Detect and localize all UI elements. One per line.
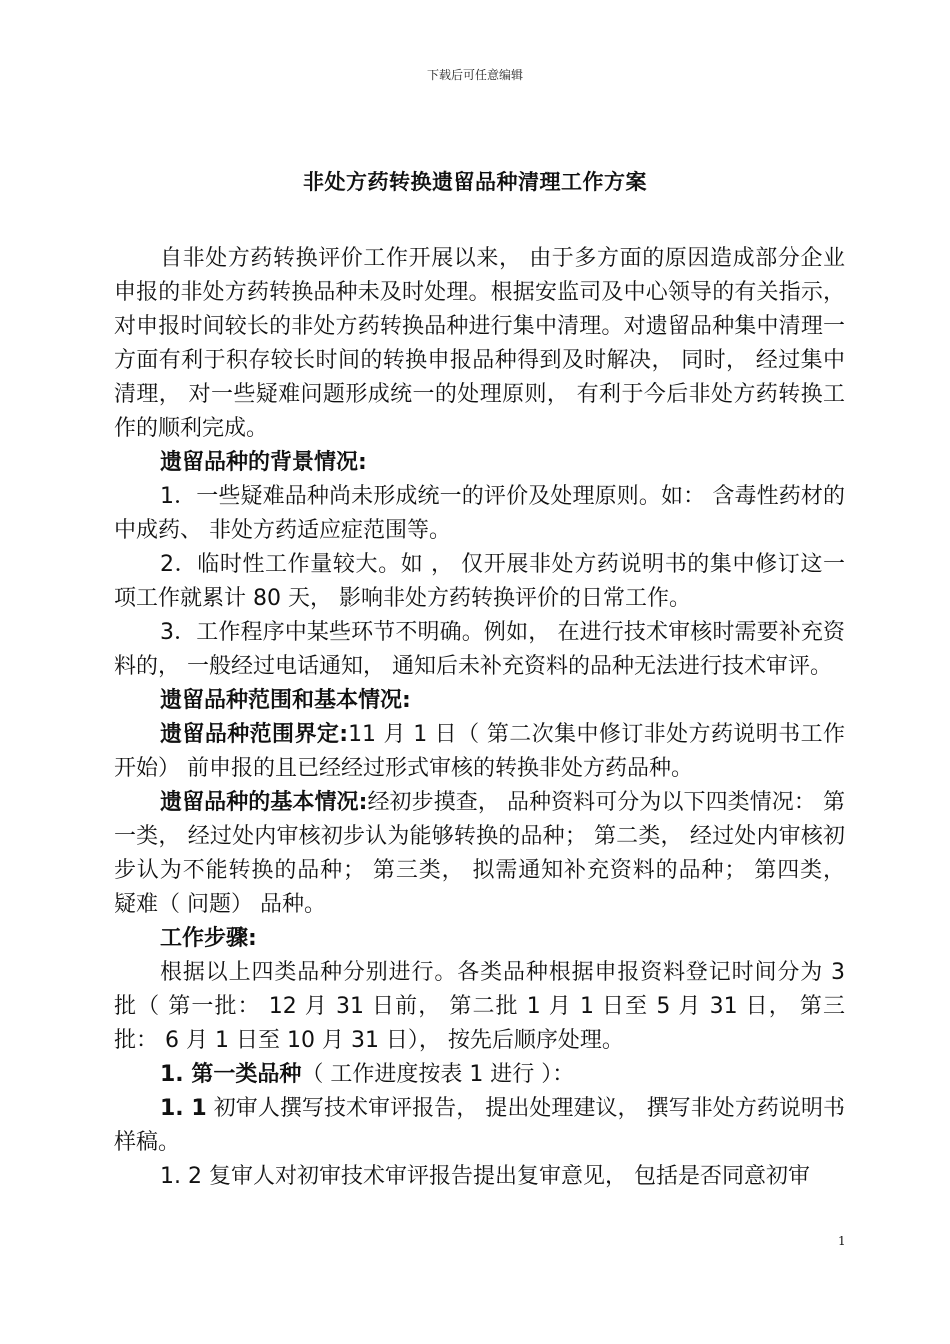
scope-basic-label: 遗留品种的基本情况: [160, 790, 368, 815]
section-heading-background: 遗留品种的背景情况: [160, 450, 367, 475]
intro-paragraph: 自非处方药转换评价工作开展以来， 由于多方面的原因造成部分企业申报的非处方药转换品种未及时处理。根据安监司及中心领导的有关指示， 对申报时间较长的非处方药转换品种进行集中清理。对遗留品种集中清理一方面有利于积存较长时间的转换申报品种得到及时解决， 同时， 经过集中清理， 对一些疑难问题形成统一的处理原则， 有利于今后非处方药转换工作的顺利完成。 [114, 246, 845, 441]
page-number: 1 [838, 1234, 846, 1248]
document-title: 非处方药转换遗留品种清理工作方案 [303, 170, 647, 194]
background-item-3: 3．工作程序中某些环节不明确。例如， 在进行技术审核时需要补充资料的， 一般经过电话通知， 通知后未补充资料的品种无法进行技术审评。 [114, 620, 845, 679]
class1-label: 1. 第一类品种 [160, 1062, 302, 1087]
step-1-2-paragraph: 1. 2 复审人对初审技术审评报告提出复审意见， 包括是否同意初审 [160, 1164, 810, 1189]
header-note: 下载后可任意编辑 [426, 68, 523, 82]
class1-text: （ 工作进度按表 1 进行 ）： [301, 1062, 575, 1087]
document-body [114, 242, 845, 1194]
step-1-1-label: 1. 1 [160, 1096, 207, 1121]
class1-paragraph [114, 1058, 845, 1092]
section-heading-scope: 遗留品种范围和基本情况: [160, 688, 411, 713]
step-1-1-paragraph [114, 1092, 845, 1160]
scope-definition-label: 遗留品种范围界定: [160, 722, 349, 747]
scope-definition-text: 11 月 1 日（ 第二次集中修订非处方药说明书工作开始） 前申报的且已经经过形式审核的转换非处方药品种。 [114, 722, 845, 781]
step-1-1-text: 初审人撰写技术审评报告， 提出处理建议， 撰写非处方药说明书样稿。 [114, 1096, 845, 1155]
scope-definition-paragraph [114, 718, 845, 786]
background-item-2: 2．临时性工作量较大。如 ， 仅开展非处方药说明书的集中修订这一项工作就累计 80 天， 影响非处方药转换评价的日常工作。 [114, 552, 845, 611]
scope-basic-text: 经初步摸查， 品种资料可分为以下四类情况： 第一类， 经过处内审核初步认为能够转换的品种； 第二类， 经过处内审核初步认为不能转换的品种； 第三类， 拟需通知补充资料的品种； 第四类， 疑难（ 问题） 品种。 [114, 790, 845, 917]
scope-basic-paragraph [114, 786, 845, 922]
steps-intro-paragraph: 根据以上四类品种分别进行。各类品种根据申报资料登记时间分为 3 批（ 第一批： 12 月 31 日前， 第二批 1 月 1 日至 5 月 31 日， 第三批： 6 月 1 日至 10 月 31 日）， 按先后顺序处理。 [114, 960, 845, 1053]
section-heading-steps: 工作步骤: [160, 926, 257, 951]
background-item-1: 1．一些疑难品种尚未形成统一的评价及处理原则。如： 含毒性药材的中成药、 非处方药适应症范围等。 [114, 484, 845, 543]
